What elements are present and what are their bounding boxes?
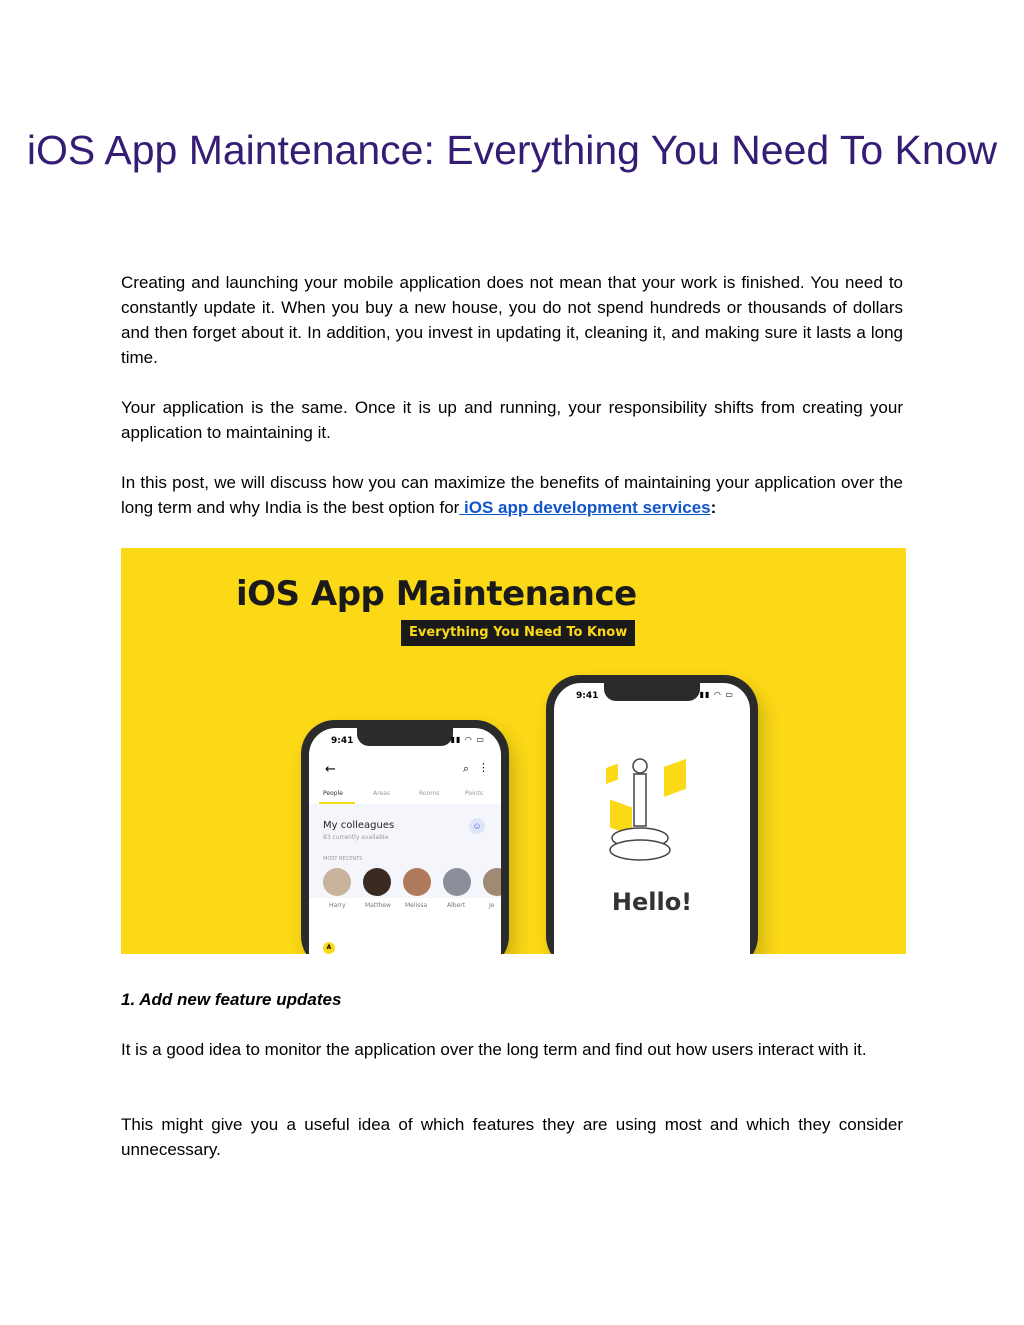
phone-notch <box>357 728 453 746</box>
tab-points: Points <box>465 790 484 797</box>
more-icon: ⋮ <box>478 761 489 774</box>
avatar-name: Matthew <box>365 902 391 909</box>
avatar-name: Albert <box>447 902 466 909</box>
left-phone-screen <box>309 728 501 954</box>
page-title: iOS App Maintenance: Everything You Need To Know <box>26 127 998 173</box>
back-arrow-icon: ← <box>325 762 336 777</box>
section-label: MOST RECENTS <box>323 856 363 862</box>
index-badge: A <box>323 942 335 954</box>
section-paragraph-2: This might give you a useful idea of which features they are using most and which they consider unnecessary. <box>121 1115 903 1159</box>
status-time: 9:41 <box>576 691 599 701</box>
avatar-name: Harry <box>329 902 346 909</box>
banner-subtitle: Everything You Need To Know <box>401 620 635 646</box>
search-icon: ⌕ <box>462 762 469 775</box>
intro-paragraph-3-text: In this post, we will discuss how you can maximize the benefits of maintaining your application over the long term and why India is the best option for <box>121 473 903 517</box>
card-subtitle: 83 currently available <box>323 834 389 841</box>
hello-greeting: Hello! <box>611 888 693 916</box>
intro-paragraph-3-suffix: : <box>710 498 717 517</box>
avatar-name: Je <box>489 902 495 909</box>
avatar <box>443 868 471 896</box>
status-icons: ▮▮ ◠ ▭ <box>699 690 734 699</box>
right-phone-screen <box>554 683 750 954</box>
left-phone-mockup <box>301 720 509 954</box>
phone-notch <box>604 683 700 701</box>
ios-services-link[interactable]: iOS app development services <box>459 498 711 517</box>
right-phone-mockup <box>546 675 758 954</box>
banner-title: iOS App Maintenance <box>236 574 637 614</box>
tab-areas: Areas <box>373 790 390 797</box>
section-heading: 1. Add new feature updates <box>121 990 342 1009</box>
intro-paragraph-1: Creating and launching your mobile application does not mean that your work is finished. You need to constantly update it. When you buy a new house, you do not spend hundreds or thousands of dollars and then forget about it. In addition, you invest in updating it, cleaning it, and making sure it lasts a long time. <box>121 273 903 367</box>
avatar-name: Melissa <box>405 902 428 909</box>
people-icon: ☺ <box>469 818 485 834</box>
tab-rooms: Rooms <box>419 790 440 797</box>
intro-paragraph-2: Your application is the same. Once it is up and running, your responsibility shifts from creating your application to maintaining it. <box>121 398 903 442</box>
avatar <box>363 868 391 896</box>
status-time: 9:41 <box>331 736 354 746</box>
hero-banner-image <box>121 548 906 954</box>
status-icons: ▮▮ ◠ ▭ <box>450 735 485 744</box>
avatar <box>323 868 351 896</box>
avatar <box>403 868 431 896</box>
card-title: My colleagues <box>323 820 395 831</box>
tab-people: People <box>323 790 343 797</box>
section-paragraph-1: It is a good idea to monitor the application over the long term and find out how users interact with it. <box>121 1040 867 1059</box>
maintenance-illustration <box>606 758 700 868</box>
intro-paragraph-3 <box>121 470 903 520</box>
